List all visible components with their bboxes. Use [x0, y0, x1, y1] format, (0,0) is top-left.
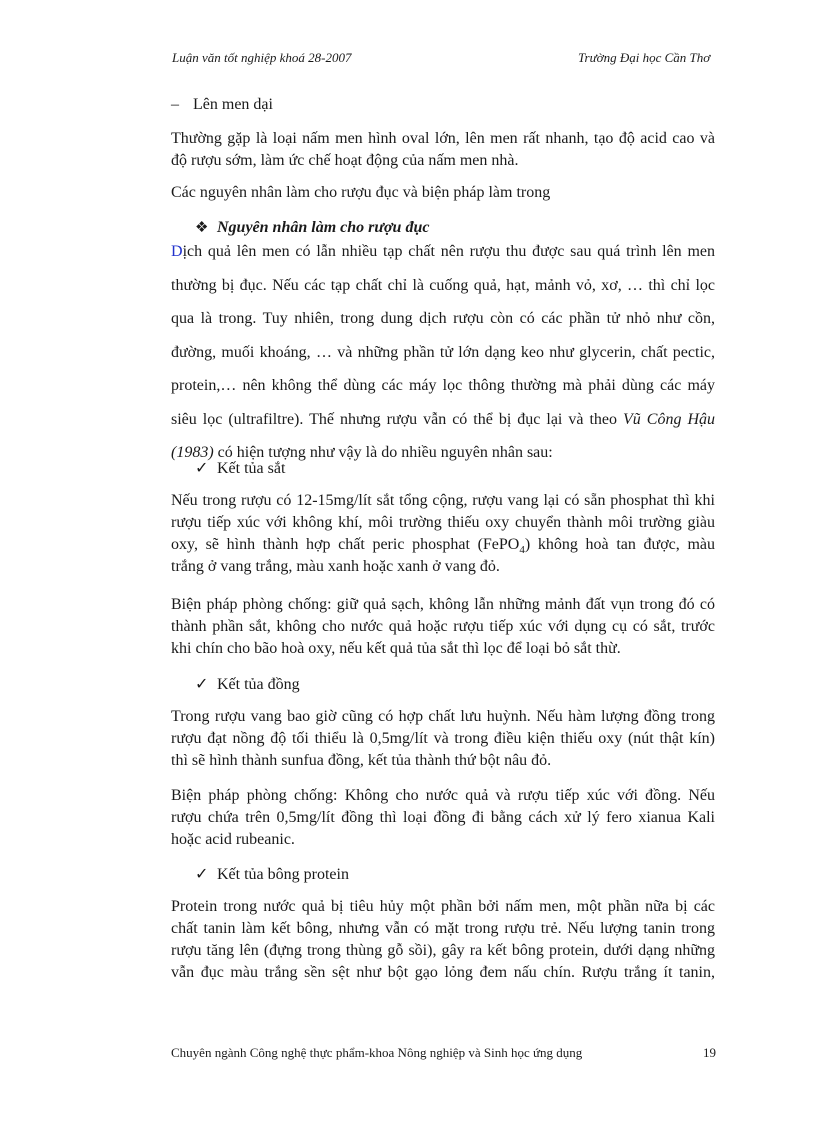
paragraph-causes-intro: Các nguyên nhân làm cho rượu đục và biện pháp làm trong: [171, 184, 551, 201]
text-line: protein,… nên không thể dùng các máy lọc thông thường mà phải dùng các máy: [171, 377, 715, 394]
list-item-label: Kết tủa sắt: [217, 460, 286, 477]
text-line: thường bị đục. Nếu các tạp chất chỉ là cuống quả, hạt, mảnh vỏ, xơ, … thì chỉ lọc: [171, 276, 715, 294]
text-line: Biện pháp phòng chống: Không cho nước quả và rượu tiếp xúc với đồng. Nếu: [171, 787, 715, 804]
paragraph-iron-prevention: [171, 594, 715, 660]
diamond-bullet-icon: ❖: [195, 220, 209, 236]
subscript: 4: [519, 544, 525, 556]
paragraph-wild-yeast: [171, 128, 715, 172]
list-item-ket-tua-bong-protein: [195, 864, 739, 884]
checkmark-icon: ✓: [195, 866, 209, 883]
text-line: thì sẽ hình thành sunfua đồng, kết tủa thành thứ bột nâu đỏ.: [171, 752, 552, 769]
text-line: [171, 534, 715, 556]
text-line: [171, 235, 715, 269]
text-line: rượu đạt nồng độ tối thiểu là 0,5mg/lít và trong điều kiện thiếu oxy (nút thật kín): [171, 730, 715, 747]
paragraph-iron-precipitate: [171, 490, 715, 578]
text-line: Biện pháp phòng chống: giữ quả sạch, không lẫn những mảnh đất vụn trong đó có: [171, 596, 715, 613]
text-line: rượu tăng lên (đựng trong thùng gỗ sồi), gây ra kết bông protein, dưới dạng những: [171, 942, 715, 959]
citation: Vũ Công Hậu: [623, 410, 716, 428]
list-item-len-men-dai: [171, 96, 715, 114]
text-line: chất tanin làm kết bông, nhưng vẫn có mặt trong rượu trẻ. Nếu lượng tanin trong: [171, 920, 715, 937]
list-item-label: Kết tủa bông protein: [217, 866, 349, 883]
text-line: rượu tiếp xúc với không khí, môi trường thiếu oxy chuyển thành môi trường giàu: [171, 514, 715, 531]
page-header-right: Trường Đại học Cần Thơ: [578, 50, 711, 65]
page-header-left: Luận văn tốt nghiệp khoá 28-2007: [172, 50, 352, 65]
checkmark-icon: ✓: [195, 676, 209, 693]
text-line: hoặc acid rubeanic.: [171, 831, 295, 848]
list-item-ket-tua-dong: [195, 674, 739, 694]
text-line: vẫn đục màu trắng sền sệt như bột gạo lỏng đem nấu chín. Rượu trắng ít tanin,: [171, 964, 715, 981]
text-line: khi chín cho bão hoà oxy, nếu kết quả tủa sắt thì lọc để loại bỏ sắt thừ.: [171, 640, 621, 657]
heading-text: Nguyên nhân làm cho rượu đục: [217, 219, 430, 236]
page-footer-left: Chuyên ngành Công nghệ thực phẩm-khoa Nông nghiệp và Sinh học ứng dụng: [171, 1045, 583, 1060]
paragraph-copper-precipitate: [171, 706, 715, 772]
text-run: siêu lọc (ultrafiltre). Thế nhưng rượu vẫn có thể bị đục lại và theo: [171, 410, 624, 428]
text-run: có hiện tượng như vậy là do nhiều nguyên nhân sau:: [213, 444, 553, 461]
list-item-label: Kết tủa đồng: [217, 676, 300, 693]
page-number: 19: [703, 1045, 716, 1060]
text-line: rượu chứa trên 0,5mg/lít đồng thì loại đồng đi bằng cách xử lý fero xianua Kali: [171, 809, 715, 826]
text-line: độ rượu sớm, làm ức chế hoạt động của nấm men nhà.: [171, 152, 519, 169]
paragraph-causes: [171, 235, 715, 470]
text-line: [171, 403, 715, 437]
text-line: qua là trong. Tuy nhiên, trong dung dịch rượu còn có các phần tử nhỏ như cồn,: [171, 310, 715, 327]
dash-bullet: –: [171, 96, 179, 113]
text-line: Thường gặp là loại nấm men hình oval lớn, lên men rất nhanh, tạo độ acid cao và: [171, 130, 715, 147]
text-line: đường, muối khoáng, … và những phần tử lớn dạng keo như glycerin, chất pectic,: [171, 343, 715, 361]
drop-letter: D: [171, 243, 183, 260]
paragraph-protein-precipitate: [171, 896, 715, 984]
text-line: Protein trong nước quả bị tiêu hủy một phần bởi nấm men, một phần nữa bị các: [171, 898, 715, 915]
list-item-ket-tua-sat: [195, 458, 739, 478]
text-line: trắng ở vang trắng, màu xanh hoặc xanh ở vang đỏ.: [171, 558, 500, 575]
citation: (1983): [171, 444, 214, 461]
list-item-label: Lên men dại: [193, 96, 273, 113]
text-line: Nếu trong rượu có 12-15mg/lít sắt tổng cộng, rượu vang lại có sẵn phosphat thì khi: [171, 492, 715, 509]
checkmark-icon: ✓: [195, 460, 209, 477]
text-run: oxy, sẽ hình thành hợp chất peric phosphat (FePO: [171, 536, 520, 553]
paragraph-copper-prevention: [171, 785, 715, 851]
text-run: ịch quả lên men có lẫn nhiều tạp chất nên rượu thu được sau quá trình lên men: [182, 243, 715, 260]
text-line: thành phần sắt, không cho nước quả hoặc rượu tiếp xúc với dụng cụ có sắt, trước: [171, 618, 715, 635]
text-line: Trong rượu vang bao giờ cũng có hợp chất lưu huỳnh. Nếu hàm lượng đồng trong: [171, 708, 715, 725]
text-run: ) không hoà tan được, màu: [524, 536, 715, 553]
